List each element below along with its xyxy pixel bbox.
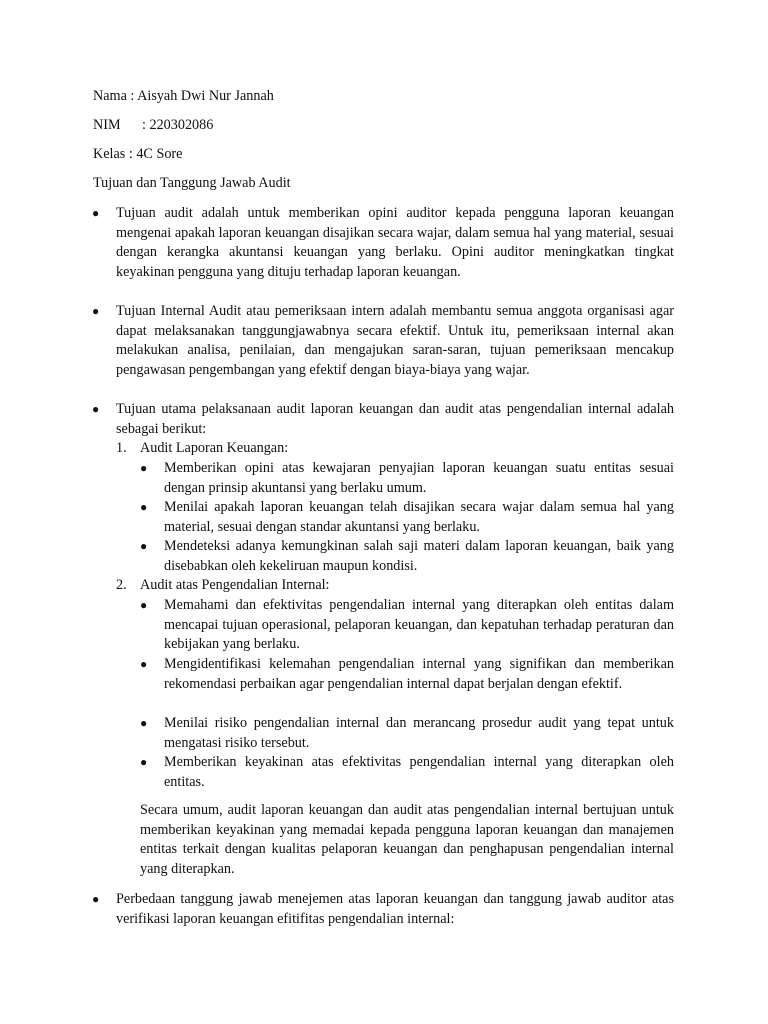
list-item: Perbedaan tanggung jawab menejemen atas laporan keuangan dan tanggung jawab auditor atas verifikasi laporan keuangan efitifitas pengendalian internal: [116, 891, 674, 927]
sub-list-item: Mendeteksi adanya kemungkinan salah saji materi dalam laporan keuangan, baik yang disebabkan oleh kekeliruan maupun kondisi. [164, 538, 674, 574]
bullet-icon: ● [92, 206, 100, 220]
bullet-icon: ● [140, 500, 148, 514]
list-item: Tujuan audit adalah untuk memberikan opini auditor kepada pengguna laporan keuangan mengenai apakah laporan keuangan disajikan secara wajar, dalam semua hal yang material, sesuai dengan kerangka akuntansi keuangan yang berlaku. Opini auditor meningkatkan tingkat keyakinan pengguna yang dituju terhadap laporan keuangan. [116, 205, 674, 280]
student-name: Nama : Aisyah Dwi Nur Jannah [93, 88, 274, 104]
list-item: Tujuan Internal Audit atau pemeriksaan intern adalah membantu semua anggota organisasi agar dapat melaksanakan tanggungjawabnya secara efektif. Untuk itu, pemeriksaan internal akan melakukan analisa, penilaian, dan mengajukan saran-saran, tujuan pemeriksaan mencakup pengawasan pengembangan yang efektif dengan biaya-biaya yang wajar. [116, 303, 674, 378]
bullet-icon: ● [92, 304, 100, 318]
nim-label: NIM [93, 117, 121, 133]
summary-paragraph: Secara umum, audit laporan keuangan dan audit atas pengendalian internal bertujuan untuk memberikan keyakinan yang memadai kepada pengguna laporan keuangan dan manajemen entitas terkait dengan kualitas pelaporan keuangan dan penghapusan pengendalian internal yang diterapkan. [140, 802, 674, 877]
nim-value: : 220302086 [142, 117, 214, 133]
sub-list-item: Menilai apakah laporan keuangan telah disajikan secara wajar dalam semua hal yang material, sesuai dengan standar akuntansi yang berlaku. [164, 499, 674, 535]
sub-list-item: Mengidentifikasi kelemahan pengendalian internal yang signifikan dan memberikan rekomendasi perbaikan agar pengendalian internal dapat berjalan dengan efektif. [164, 656, 674, 692]
document-title: Tujuan dan Tanggung Jawab Audit [93, 175, 291, 191]
sub-list-item: Memberikan opini atas kewajaran penyajian laporan keuangan suatu entitas sesuai dengan prinsip akuntansi yang berlaku umum. [164, 460, 674, 496]
bullet-icon: ● [140, 755, 148, 769]
class-info: Kelas : 4C Sore [93, 146, 183, 162]
bullet-icon: ● [92, 892, 100, 906]
list-item: Tujuan utama pelaksanaan audit laporan keuangan dan audit atas pengendalian internal adalah sebagai berikut: [116, 401, 674, 437]
sub-list-item: Menilai risiko pengendalian internal dan merancang prosedur audit yang tepat untuk mengatasi risiko tersebut. [164, 715, 674, 751]
sub-list-item: Memahami dan efektivitas pengendalian internal yang diterapkan oleh entitas dalam mencapai tujuan operasional, pelaporan keuangan, dan kepatuhan terhadap peraturan dan kebijakan yang berlaku. [164, 597, 674, 653]
bullet-icon: ● [140, 716, 148, 730]
bullet-icon: ● [140, 539, 148, 553]
bullet-icon: ● [92, 402, 100, 416]
bullet-icon: ● [140, 461, 148, 475]
section-number: 2. [116, 577, 127, 593]
section-title: Audit atas Pengendalian Internal: [140, 577, 330, 593]
bullet-icon: ● [140, 657, 148, 671]
bullet-icon: ● [140, 598, 148, 612]
section-title: Audit Laporan Keuangan: [140, 440, 289, 456]
sub-list-item: Memberikan keyakinan atas efektivitas pengendalian internal yang diterapkan oleh entitas. [164, 754, 674, 790]
section-number: 1. [116, 440, 127, 456]
